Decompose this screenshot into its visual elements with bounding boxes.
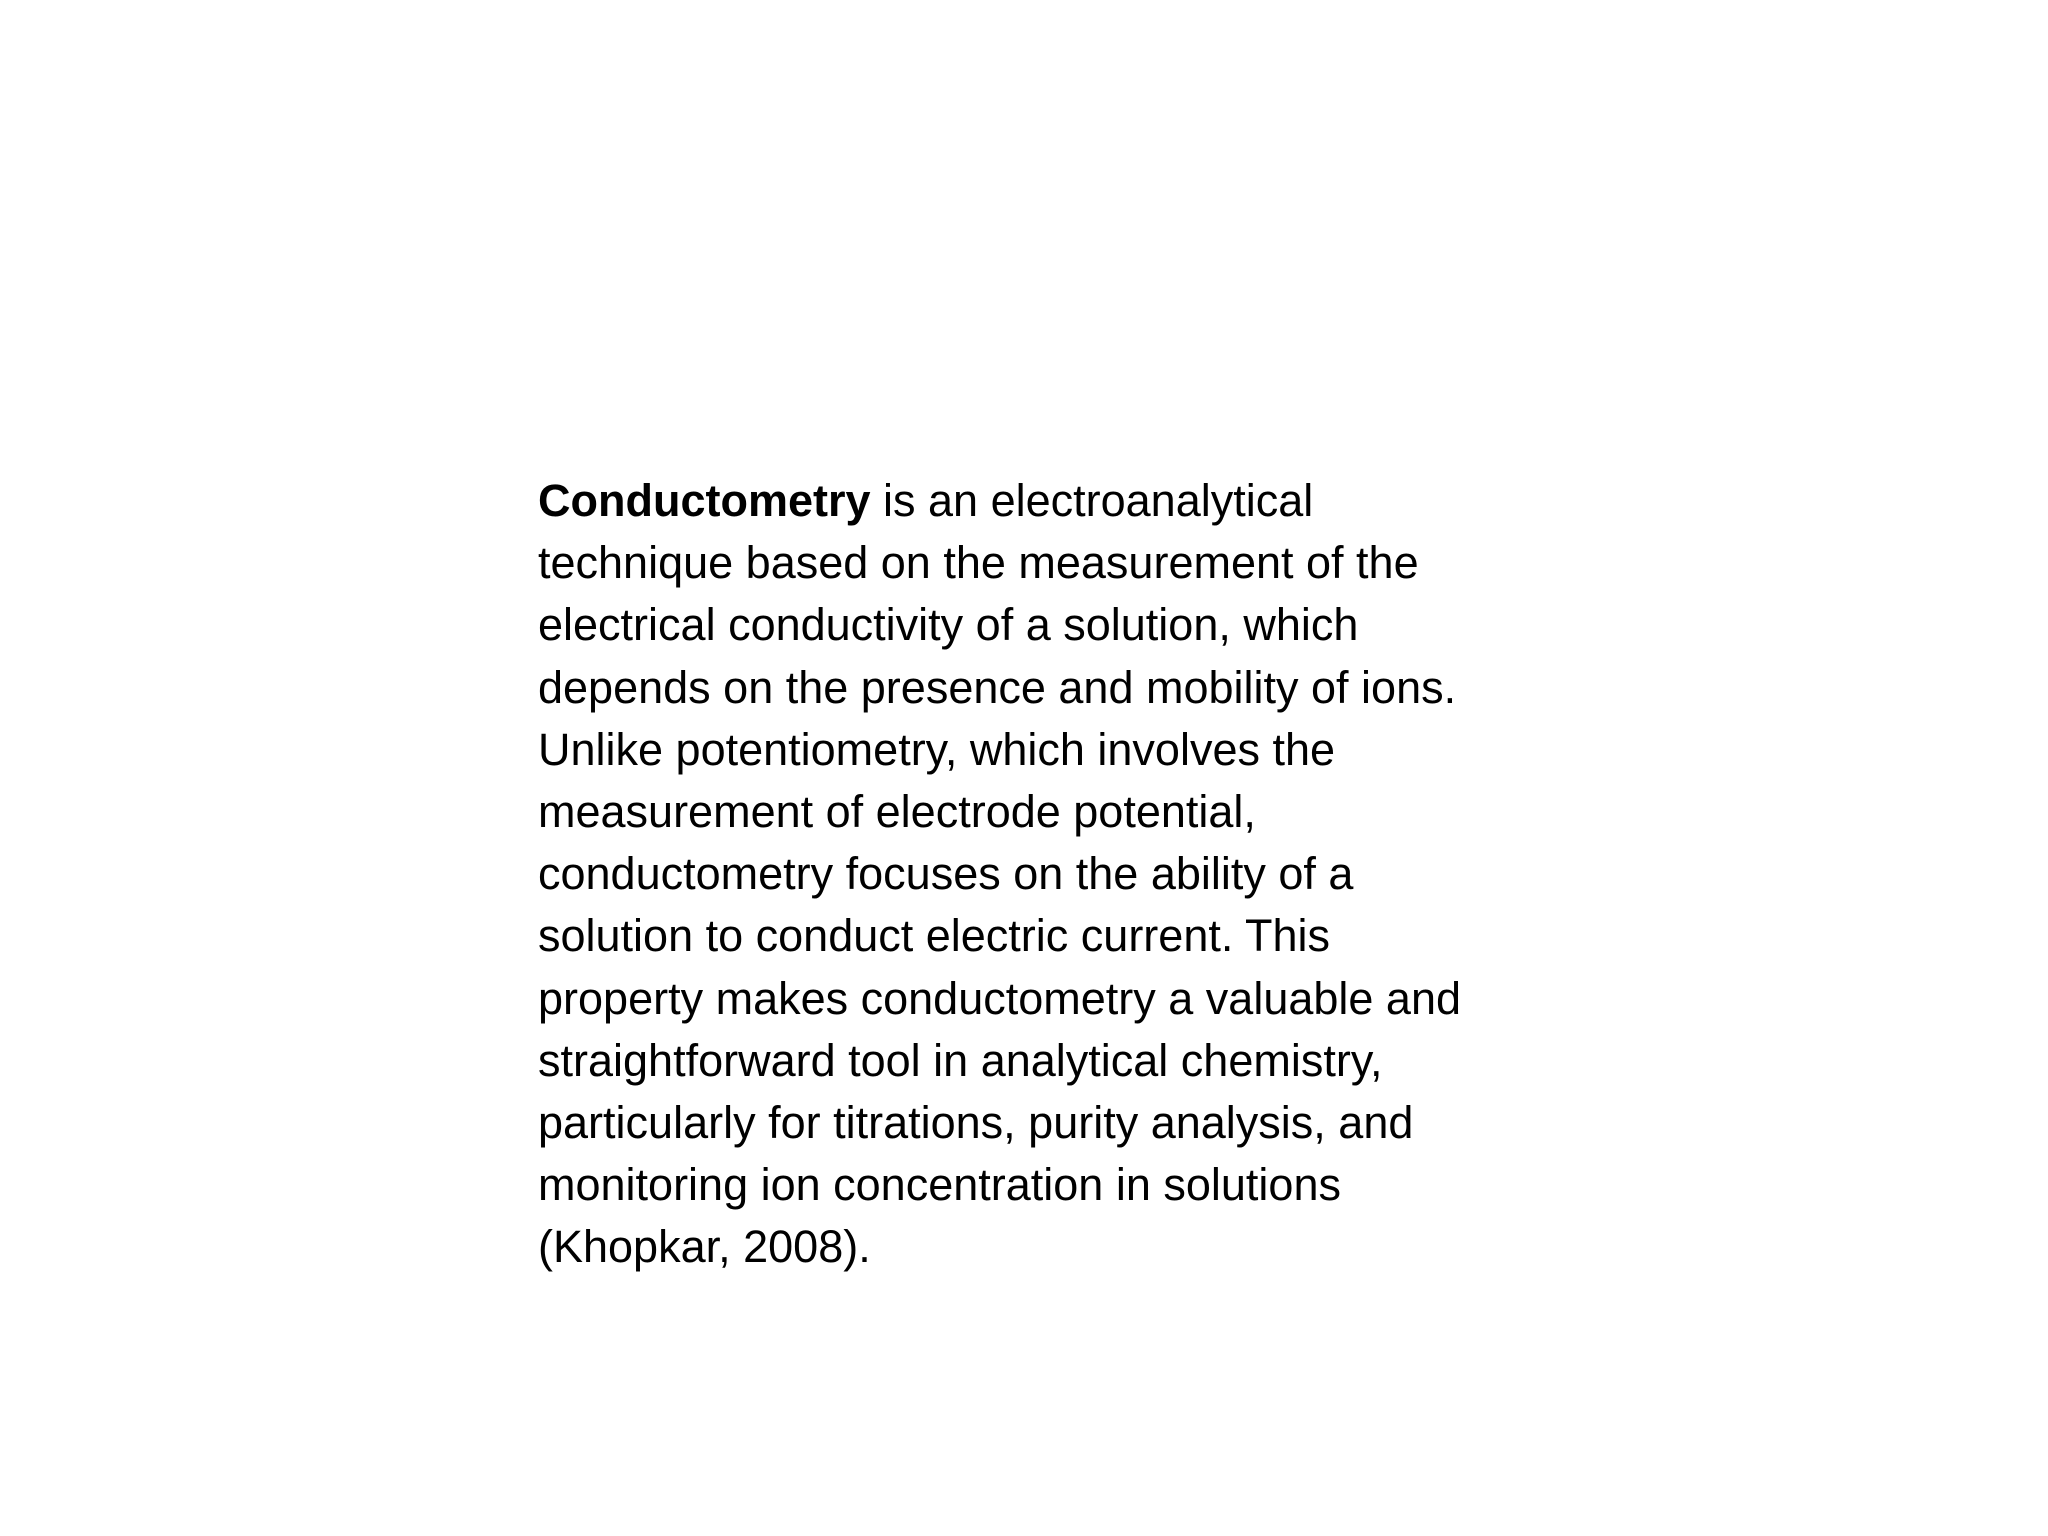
body-paragraph bbox=[538, 470, 1538, 1279]
paragraph-line-10: straightforward tool in analytical chemistry, bbox=[538, 1034, 1383, 1086]
paragraph-line-1 bbox=[538, 470, 1538, 532]
paragraph-line-4: depends on the presence and mobility of ions. bbox=[538, 661, 1457, 713]
paragraph-line-2: technique based on the measurement of the bbox=[538, 537, 1419, 589]
paragraph-line-9: property makes conductometry a valuable and bbox=[538, 972, 1462, 1024]
paragraph-line-7: conductometry focuses on the ability of a bbox=[538, 848, 1354, 900]
paragraph-line-8: solution to conduct electric current. This bbox=[538, 910, 1331, 962]
paragraph-line-5: Unlike potentiometry, which involves the bbox=[538, 723, 1336, 775]
paragraph-line-3: electrical conductivity of a solution, which bbox=[538, 599, 1359, 651]
term-conductometry: Conductometry bbox=[538, 475, 871, 526]
paragraph-line-11: particularly for titrations, purity analysis, and bbox=[538, 1097, 1414, 1149]
paragraph-line-12: monitoring ion concentration in solutions bbox=[538, 1159, 1341, 1211]
paragraph-line-13: (Khopkar, 2008). bbox=[538, 1221, 871, 1273]
paragraph-line-6: measurement of electrode potential, bbox=[538, 786, 1256, 838]
first-line-text: is an electroanalytical bbox=[870, 475, 1314, 526]
